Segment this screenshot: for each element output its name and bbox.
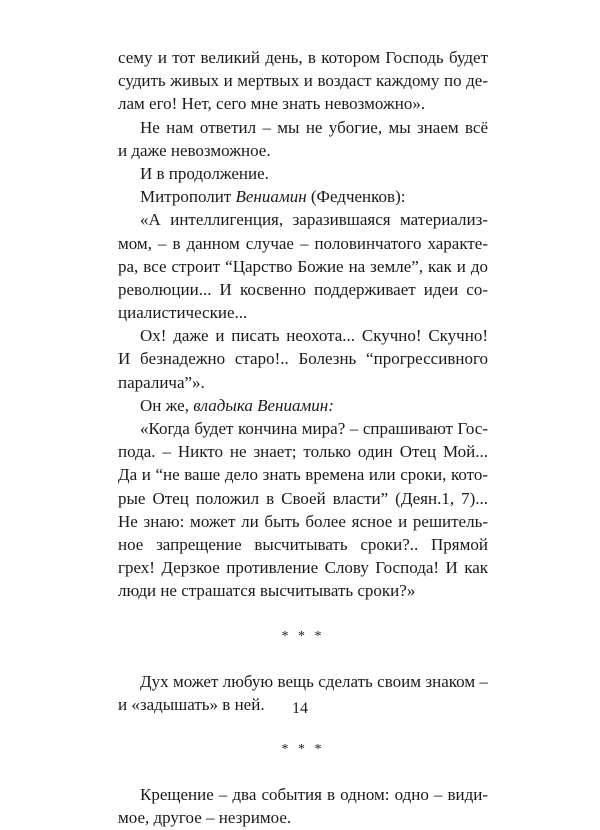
text-line: лам его! Нет, сего мне знать невозможно». <box>118 94 426 114</box>
text-line: паралича”». <box>118 372 205 392</box>
text-line: ра, все строит “Царство Божие на земле”, как и до <box>118 256 488 276</box>
text-fragment: Митрополит <box>140 187 236 207</box>
italic-name: владыка Вениамин: <box>193 395 334 415</box>
text-line: Ох! даже и писать неохота... Скучно! Скучно! <box>140 326 488 346</box>
text-line: «А интеллигенция, заразившаяся материализ- <box>140 210 488 230</box>
text-line: судить живых и мертвых и воздаст каждому по де- <box>118 71 488 91</box>
text-line: Дух может любую вещь сделать своим знаком – <box>140 671 488 691</box>
spacer <box>118 761 488 783</box>
text-line: грех! Дерзкое противление Слову Господа! И как <box>118 558 488 578</box>
text-line: И безнадежно старо!.. Болезнь “прогрессивного <box>118 349 488 369</box>
spacer <box>118 716 488 738</box>
text-fragment: Он же, <box>140 395 194 415</box>
italic-name: Вениамин <box>235 187 307 207</box>
text-line: циалистические... <box>118 303 248 323</box>
page-number: 14 <box>292 700 308 717</box>
text-line: Не знаю: может ли быть более ясное и решитель- <box>118 511 488 531</box>
text-line: рые Отец положил в Своей власти” (Деян.1, 7)... <box>118 488 488 508</box>
text-line: «Когда будет кончина мира? – спрашивают Гос- <box>140 419 488 438</box>
spacer <box>118 603 488 625</box>
text-line: И в продолжение. <box>140 163 269 183</box>
text-line: ное запрещение высчитывать сроки?.. Прямой <box>118 534 488 554</box>
text-line: Крещение – два события в одном: одно – види- <box>140 785 488 805</box>
text-line: и «задышать» в ней. <box>118 694 265 714</box>
text-line: сему и тот великий день, в котором Господь будет <box>118 48 488 67</box>
section-separator: * * * <box>281 742 325 758</box>
text-line: люди не страшатся высчитывать сроки?» <box>118 581 416 601</box>
text-fragment: (Федченков): <box>306 187 406 207</box>
text-line: пода. – Никто не знает; только один Отец Мой... <box>118 442 488 462</box>
text-line: революции... И косвенно поддерживает идеи со- <box>118 279 488 299</box>
text-line: Не нам ответил – мы не убогие, мы знаем всё <box>140 117 488 137</box>
text-line <box>118 394 488 417</box>
text-line <box>118 185 488 208</box>
text-line: мое, другое – незримое. <box>118 808 292 828</box>
text-line: и даже невозможное. <box>118 140 271 160</box>
section-separator: * * * <box>281 628 325 644</box>
text-line: мом, – в данном случае – половинчатого характе- <box>118 233 488 253</box>
spacer <box>118 648 488 670</box>
text-line: Да и “не ваше дело знать времена или сроки, кото- <box>118 465 488 485</box>
